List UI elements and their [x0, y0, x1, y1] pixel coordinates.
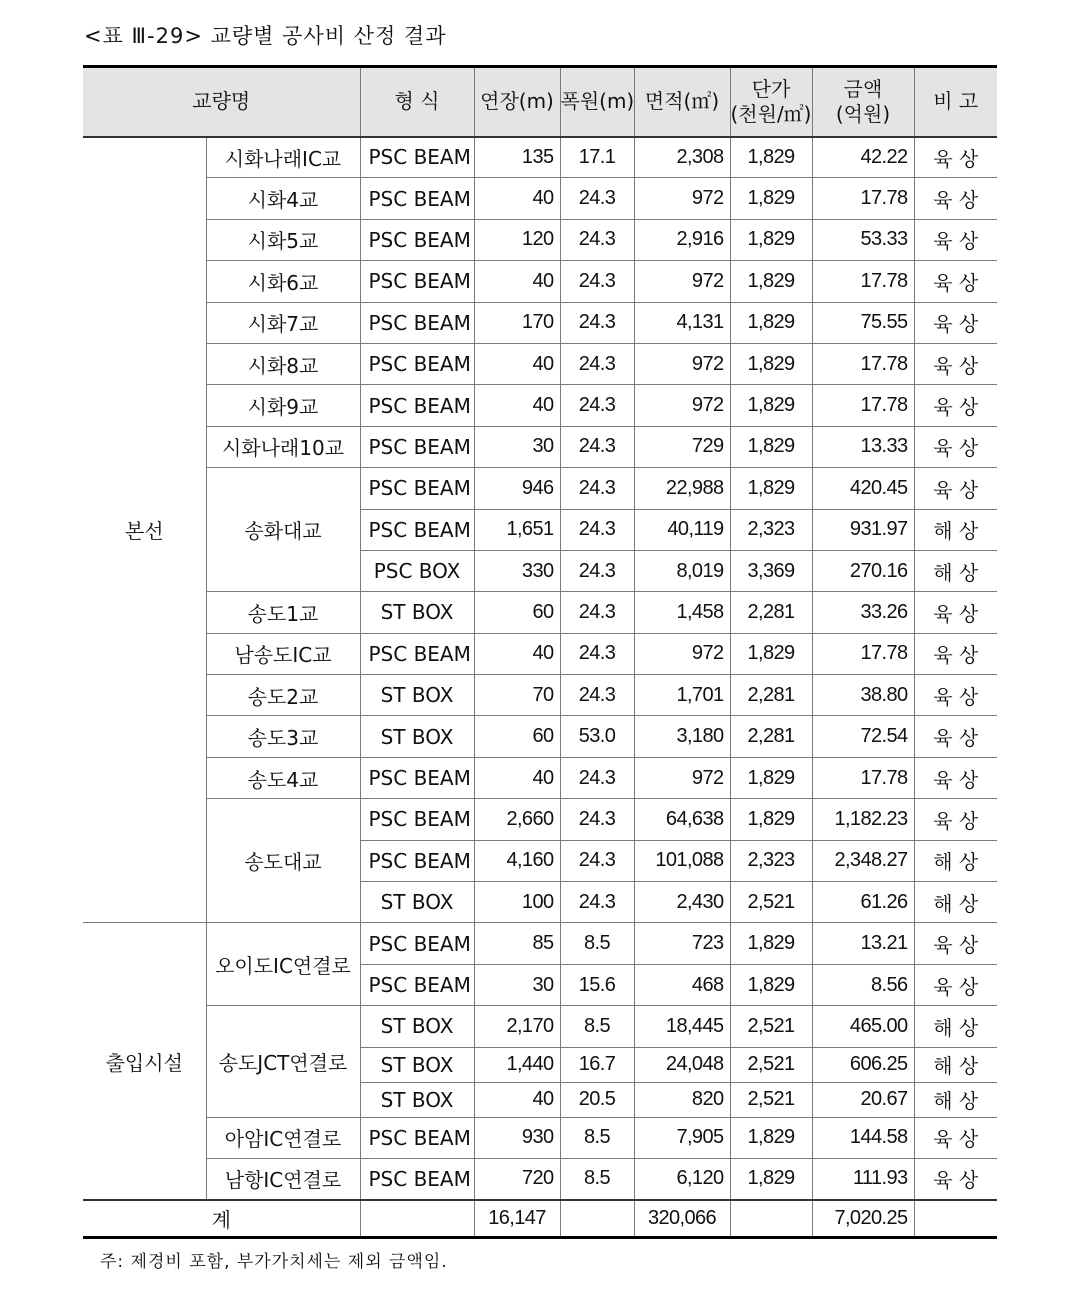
- area-cell: 18,445: [634, 1006, 730, 1047]
- bridge-name: 시화8교: [206, 343, 360, 384]
- width-cell: 24.3: [560, 468, 634, 509]
- bridge-type: PSC BEAM: [360, 633, 474, 674]
- note-cell: 육 상: [914, 343, 997, 384]
- area-cell: 972: [634, 385, 730, 426]
- bridge-type: PSC BEAM: [360, 468, 474, 509]
- width-cell: 20.5: [560, 1082, 634, 1117]
- bridge-type: ST BOX: [360, 882, 474, 923]
- table-row: [83, 137, 997, 178]
- length-cell: 70: [474, 675, 560, 716]
- note-cell: 육 상: [914, 757, 997, 798]
- table-caption: <표 Ⅲ-29> 교량별 공사비 산정 결과: [84, 24, 447, 48]
- length-cell: 1,440: [474, 1047, 560, 1082]
- area-cell: 1,701: [634, 675, 730, 716]
- amount-cell: 420.45: [812, 468, 914, 509]
- bridge-name: 남항IC연결로: [206, 1158, 360, 1199]
- area-cell: 8,019: [634, 550, 730, 591]
- amount-cell: 465.00: [812, 1006, 914, 1047]
- note-cell: 해 상: [914, 1006, 997, 1047]
- unit-price-cell: 1,829: [730, 964, 812, 1005]
- amount-cell: 33.26: [812, 592, 914, 633]
- note-cell: 육 상: [914, 964, 997, 1005]
- bridge-name: 시화7교: [206, 302, 360, 343]
- area-cell: 2,916: [634, 219, 730, 260]
- note-cell: 해 상: [914, 840, 997, 881]
- table-row: [83, 178, 997, 219]
- total-price-empty: [730, 1200, 812, 1238]
- total-length: 16,147: [474, 1200, 560, 1238]
- note-cell: 해 상: [914, 550, 997, 591]
- note-cell: 육 상: [914, 468, 997, 509]
- area-cell: 1,458: [634, 592, 730, 633]
- amount-cell: 13.21: [812, 923, 914, 964]
- note-cell: 해 상: [914, 882, 997, 923]
- header-length: 연장(m): [474, 67, 560, 137]
- table-row: [83, 261, 997, 302]
- bridge-name: 송도2교: [206, 675, 360, 716]
- bridge-type: PSC BEAM: [360, 509, 474, 550]
- unit-price-cell: 2,281: [730, 592, 812, 633]
- amount-cell: 20.67: [812, 1082, 914, 1117]
- width-cell: 24.3: [560, 426, 634, 467]
- table-row: [83, 675, 997, 716]
- table-row: [83, 468, 997, 509]
- bridge-type: PSC BEAM: [360, 137, 474, 178]
- unit-price-cell: 1,829: [730, 385, 812, 426]
- length-cell: 1,651: [474, 509, 560, 550]
- width-cell: 24.3: [560, 840, 634, 881]
- amount-cell: 2,348.27: [812, 840, 914, 881]
- table-row: [83, 799, 997, 840]
- width-cell: 53.0: [560, 716, 634, 757]
- length-cell: 120: [474, 219, 560, 260]
- width-cell: 24.3: [560, 799, 634, 840]
- amount-cell: 17.78: [812, 261, 914, 302]
- header-bridge-name: 교량명: [83, 67, 360, 137]
- unit-price-cell: 1,829: [730, 633, 812, 674]
- table-row: [83, 923, 997, 964]
- header-width: 폭원(m): [560, 67, 634, 137]
- length-cell: 930: [474, 1117, 560, 1158]
- width-cell: 24.3: [560, 550, 634, 591]
- length-cell: 946: [474, 468, 560, 509]
- unit-price-cell: 2,281: [730, 716, 812, 757]
- unit-price-cell: 3,369: [730, 550, 812, 591]
- bridge-name: 시화4교: [206, 178, 360, 219]
- note-cell: 육 상: [914, 799, 997, 840]
- width-cell: 24.3: [560, 343, 634, 384]
- unit-price-cell: 1,829: [730, 923, 812, 964]
- unit-price-cell: 1,829: [730, 757, 812, 798]
- length-cell: 100: [474, 882, 560, 923]
- width-cell: 15.6: [560, 964, 634, 1005]
- length-cell: 40: [474, 757, 560, 798]
- bridge-type: PSC BEAM: [360, 343, 474, 384]
- unit-price-cell: 2,521: [730, 882, 812, 923]
- total-label: 계: [83, 1200, 360, 1238]
- bridge-type: PSC BEAM: [360, 426, 474, 467]
- bridge-type: ST BOX: [360, 1006, 474, 1047]
- unit-price-cell: 2,521: [730, 1082, 812, 1117]
- bridge-type: PSC BEAM: [360, 923, 474, 964]
- bridge-type: PSC BEAM: [360, 1158, 474, 1199]
- length-cell: 4,160: [474, 840, 560, 881]
- width-cell: 24.3: [560, 882, 634, 923]
- unit-price-cell: 1,829: [730, 468, 812, 509]
- bridge-type: PSC BEAM: [360, 385, 474, 426]
- area-cell: 101,088: [634, 840, 730, 881]
- width-cell: 24.3: [560, 385, 634, 426]
- length-cell: 30: [474, 964, 560, 1005]
- area-cell: 6,120: [634, 1158, 730, 1199]
- bridge-name: 시화나래10교: [206, 426, 360, 467]
- table-row: [83, 343, 997, 384]
- bridge-name: 남송도IC교: [206, 633, 360, 674]
- bridge-name: 시화9교: [206, 385, 360, 426]
- length-cell: 2,170: [474, 1006, 560, 1047]
- bridge-name: 오이도IC연결로: [206, 923, 360, 1006]
- length-cell: 60: [474, 716, 560, 757]
- bridge-name: 송도3교: [206, 716, 360, 757]
- unit-price-cell: 2,521: [730, 1006, 812, 1047]
- note-cell: 육 상: [914, 426, 997, 467]
- bridge-type: PSC BEAM: [360, 178, 474, 219]
- bridge-name: 송도1교: [206, 592, 360, 633]
- total-area: 320,066: [634, 1200, 730, 1238]
- bridge-type: PSC BEAM: [360, 799, 474, 840]
- header-type: 형 식: [360, 67, 474, 137]
- area-cell: 22,988: [634, 468, 730, 509]
- amount-cell: 606.25: [812, 1047, 914, 1082]
- bridge-name: 아암IC연결로: [206, 1117, 360, 1158]
- amount-cell: 75.55: [812, 302, 914, 343]
- length-cell: 30: [474, 426, 560, 467]
- area-cell: 729: [634, 426, 730, 467]
- bridge-name: 시화5교: [206, 219, 360, 260]
- table-row: [83, 1158, 997, 1199]
- bridge-name: 송화대교: [206, 468, 360, 592]
- width-cell: 24.3: [560, 592, 634, 633]
- note-cell: 육 상: [914, 716, 997, 757]
- area-cell: 972: [634, 178, 730, 219]
- table-row: [83, 592, 997, 633]
- table-row: [83, 757, 997, 798]
- unit-price-cell: 1,829: [730, 302, 812, 343]
- length-cell: 40: [474, 385, 560, 426]
- width-cell: 24.3: [560, 261, 634, 302]
- area-cell: 972: [634, 757, 730, 798]
- table-row: [83, 633, 997, 674]
- note-cell: 육 상: [914, 923, 997, 964]
- note-cell: 육 상: [914, 1158, 997, 1199]
- width-cell: 24.3: [560, 219, 634, 260]
- unit-price-cell: 2,323: [730, 509, 812, 550]
- note-cell: 육 상: [914, 385, 997, 426]
- total-width-empty: [560, 1200, 634, 1238]
- area-cell: 4,131: [634, 302, 730, 343]
- bridge-type: PSC BEAM: [360, 1117, 474, 1158]
- width-cell: 24.3: [560, 178, 634, 219]
- length-cell: 40: [474, 261, 560, 302]
- area-cell: 3,180: [634, 716, 730, 757]
- note-cell: 육 상: [914, 1117, 997, 1158]
- table-row: [83, 1006, 997, 1047]
- bridge-type: PSC BEAM: [360, 964, 474, 1005]
- area-cell: 468: [634, 964, 730, 1005]
- bridge-cost-table: [83, 65, 997, 1239]
- total-note-empty: [914, 1200, 997, 1238]
- unit-price-cell: 1,829: [730, 1158, 812, 1199]
- area-cell: 2,308: [634, 137, 730, 178]
- unit-price-cell: 1,829: [730, 1117, 812, 1158]
- length-cell: 135: [474, 137, 560, 178]
- note-cell: 해 상: [914, 1082, 997, 1117]
- header-unit-price: 단가 (천원/㎡): [730, 67, 812, 137]
- amount-cell: 38.80: [812, 675, 914, 716]
- length-cell: 40: [474, 343, 560, 384]
- area-cell: 40,119: [634, 509, 730, 550]
- table-row: [83, 302, 997, 343]
- width-cell: 24.3: [560, 509, 634, 550]
- area-cell: 2,430: [634, 882, 730, 923]
- area-cell: 972: [634, 343, 730, 384]
- table-row: [83, 716, 997, 757]
- length-cell: 170: [474, 302, 560, 343]
- table-body: [83, 137, 997, 1200]
- note-cell: 육 상: [914, 592, 997, 633]
- area-cell: 723: [634, 923, 730, 964]
- length-cell: 330: [474, 550, 560, 591]
- note-cell: 육 상: [914, 633, 997, 674]
- amount-cell: 42.22: [812, 137, 914, 178]
- length-cell: 60: [474, 592, 560, 633]
- bridge-type: ST BOX: [360, 1082, 474, 1117]
- unit-price-cell: 1,829: [730, 261, 812, 302]
- amount-cell: 17.78: [812, 385, 914, 426]
- bridge-name: 송도대교: [206, 799, 360, 923]
- table-row: [83, 219, 997, 260]
- unit-price-cell: 1,829: [730, 137, 812, 178]
- note-cell: 육 상: [914, 302, 997, 343]
- unit-price-cell: 1,829: [730, 343, 812, 384]
- length-cell: 40: [474, 633, 560, 674]
- length-cell: 2,660: [474, 799, 560, 840]
- table-header: [83, 67, 997, 137]
- unit-price-cell: 1,829: [730, 219, 812, 260]
- width-cell: 17.1: [560, 137, 634, 178]
- bridge-name: 시화나래IC교: [206, 137, 360, 178]
- width-cell: 24.3: [560, 675, 634, 716]
- total-amount: 7,020.25: [812, 1200, 914, 1238]
- note-cell: 육 상: [914, 675, 997, 716]
- note-cell: 육 상: [914, 137, 997, 178]
- width-cell: 8.5: [560, 1117, 634, 1158]
- length-cell: 40: [474, 178, 560, 219]
- bridge-type: ST BOX: [360, 592, 474, 633]
- bridge-type: ST BOX: [360, 716, 474, 757]
- amount-cell: 17.78: [812, 343, 914, 384]
- unit-price-cell: 2,521: [730, 1047, 812, 1082]
- unit-price-cell: 1,829: [730, 799, 812, 840]
- amount-cell: 53.33: [812, 219, 914, 260]
- bridge-type: PSC BEAM: [360, 219, 474, 260]
- table-total-row: [83, 1200, 997, 1238]
- width-cell: 16.7: [560, 1047, 634, 1082]
- note-cell: 육 상: [914, 219, 997, 260]
- width-cell: 8.5: [560, 1158, 634, 1199]
- bridge-type: PSC BEAM: [360, 261, 474, 302]
- length-cell: 40: [474, 1082, 560, 1117]
- footnote: 주: 제경비 포함, 부가가치세는 제외 금액임.: [100, 1252, 448, 1272]
- amount-cell: 17.78: [812, 757, 914, 798]
- length-cell: 85: [474, 923, 560, 964]
- width-cell: 24.3: [560, 633, 634, 674]
- bridge-type: ST BOX: [360, 675, 474, 716]
- area-cell: 64,638: [634, 799, 730, 840]
- bridge-type: PSC BEAM: [360, 840, 474, 881]
- amount-cell: 8.56: [812, 964, 914, 1005]
- table-row: [83, 426, 997, 467]
- bridge-name: 시화6교: [206, 261, 360, 302]
- unit-price-cell: 2,281: [730, 675, 812, 716]
- unit-price-cell: 1,829: [730, 178, 812, 219]
- group-label-main: 본선: [83, 137, 206, 923]
- note-cell: 육 상: [914, 178, 997, 219]
- amount-cell: 270.16: [812, 550, 914, 591]
- amount-cell: 61.26: [812, 882, 914, 923]
- area-cell: 24,048: [634, 1047, 730, 1082]
- bridge-type: PSC BEAM: [360, 757, 474, 798]
- area-cell: 972: [634, 261, 730, 302]
- note-cell: 해 상: [914, 509, 997, 550]
- width-cell: 8.5: [560, 1006, 634, 1047]
- area-cell: 820: [634, 1082, 730, 1117]
- area-cell: 972: [634, 633, 730, 674]
- amount-cell: 111.93: [812, 1158, 914, 1199]
- amount-cell: 17.78: [812, 633, 914, 674]
- bridge-type: PSC BOX: [360, 550, 474, 591]
- bridge-type: ST BOX: [360, 1047, 474, 1082]
- bridge-name: 송도4교: [206, 757, 360, 798]
- bridge-type: PSC BEAM: [360, 302, 474, 343]
- length-cell: 720: [474, 1158, 560, 1199]
- header-area: 면적(㎡): [634, 67, 730, 137]
- table-row: [83, 1117, 997, 1158]
- amount-cell: 931.97: [812, 509, 914, 550]
- header-amount: 금액 (억원): [812, 67, 914, 137]
- width-cell: 24.3: [560, 302, 634, 343]
- bridge-name: 송도JCT연결로: [206, 1006, 360, 1117]
- amount-cell: 17.78: [812, 178, 914, 219]
- total-type-empty: [360, 1200, 474, 1238]
- amount-cell: 144.58: [812, 1117, 914, 1158]
- note-cell: 육 상: [914, 261, 997, 302]
- unit-price-cell: 1,829: [730, 426, 812, 467]
- width-cell: 24.3: [560, 757, 634, 798]
- unit-price-cell: 2,323: [730, 840, 812, 881]
- note-cell: 해 상: [914, 1047, 997, 1082]
- amount-cell: 1,182.23: [812, 799, 914, 840]
- amount-cell: 13.33: [812, 426, 914, 467]
- width-cell: 8.5: [560, 923, 634, 964]
- area-cell: 7,905: [634, 1117, 730, 1158]
- header-note: 비 고: [914, 67, 997, 137]
- table-row: [83, 385, 997, 426]
- amount-cell: 72.54: [812, 716, 914, 757]
- group-label-access: 출입시설: [83, 923, 206, 1200]
